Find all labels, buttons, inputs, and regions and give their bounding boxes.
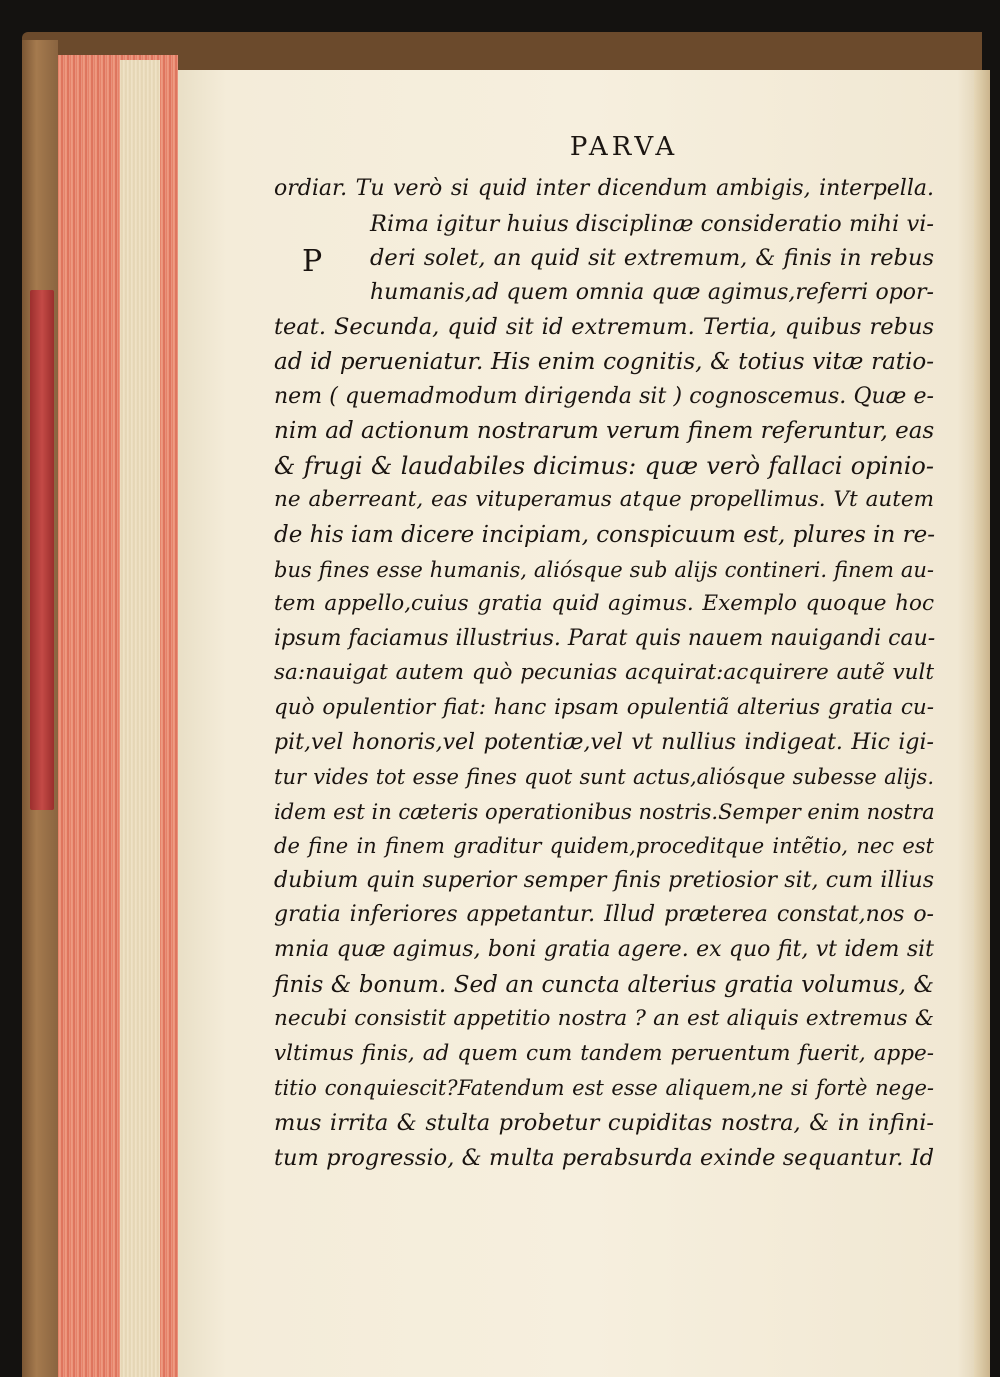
text-line: humanis,ad quem omnia quæ agimus,referri opor-: [370, 279, 934, 305]
text-line: ad id perueniatur. His enim cognitis, & totius vitæ ratio-: [274, 348, 934, 375]
text-line: deri solet, an quid sit extremum, & finis in rebus: [370, 245, 934, 272]
text-line: dubium quin superior semper finis pretiosior sit, cum illius: [274, 867, 934, 893]
text-line: necubi consistit appetitio nostra ? an est aliquis extremus &: [274, 1006, 934, 1032]
page-gutter-shadow: [974, 70, 990, 1377]
text-line: mnia quæ agimus, boni gratia agere. ex quo fit, vt idem sit: [274, 937, 934, 963]
text-line: bus fines esse humanis, aliósque sub alijs contineri. finem au-: [274, 557, 934, 582]
text-line: ipsum faciamus illustrius. Parat quis nauem nauigandi cau-: [274, 625, 936, 651]
book-page: [178, 70, 990, 1377]
text-line: ne aberreant, eas vituperamus atque propellimus. Vt autem: [274, 487, 934, 513]
text-line: vltimus finis, ad quem cum tandem peruentum fuerit, appe-: [274, 1040, 934, 1066]
text-line: pit,vel honoris,vel potentiæ,vel vt nullius indigeat. Hic igi-: [274, 729, 934, 755]
text-line: tum progressio, & multa perabsurda exinde sequantur. Id: [274, 1144, 934, 1171]
text-line: nem ( quemadmodum dirigenda sit ) cognoscemus. Quæ e-: [274, 383, 934, 409]
text-line: titio conquiescit?Fatendum est esse aliquem,ne si fortè nege-: [274, 1076, 934, 1101]
text-line: finis & bonum. Sed an cuncta alterius gratia volumus, &: [274, 971, 934, 998]
text-line: idem est in cæteris operationibus nostris.Semper enim nostra: [274, 799, 935, 824]
text-line: ordiar. Tu verò si quid inter dicendum ambigis, interpella.: [274, 176, 934, 201]
text-line: mus irrita & stulta probetur cupiditas nostra, & in infini-: [274, 1110, 934, 1137]
text-line: nim ad actionum nostrarum verum finem referuntur, eas: [274, 418, 935, 445]
text-line: de fine in finem graditur quidem,proceditque intẽtio, nec est: [274, 834, 934, 859]
spine-label: [30, 290, 54, 810]
page-edges-inner: [120, 60, 160, 1377]
text-line: quò opulentior fiat: hanc ipsam opulentiã alterius gratia cu-: [274, 694, 934, 720]
page-edges: [58, 55, 178, 1377]
text-line: teat. Secunda, quid sit id extremum. Tertia, quibus rebus: [274, 314, 934, 341]
page-text: [274, 172, 934, 1175]
drop-initial: P: [302, 244, 323, 279]
running-header: PARVA: [569, 132, 679, 162]
text-line: Rima igitur huius disciplinæ consideratio mihi vi-: [370, 210, 934, 237]
text-line: & frugi & laudabiles dicimus: quæ verò fallaci opinio-: [274, 451, 934, 480]
text-line: tur vides tot esse fines quot sunt actus,aliósque subesse alijs.: [274, 765, 934, 790]
text-line: tem appello,cuius gratia quid agimus. Exemplo quoque hoc: [274, 591, 934, 617]
text-line: de his iam dicere incipiam, conspicuum est, plures in re-: [274, 521, 936, 548]
text-line: gratia inferiores appetantur. Illud præterea constat,nos o-: [274, 902, 934, 928]
text-line: sa:nauigat autem quò pecunias acquirat:acquirere autẽ vult: [274, 660, 934, 686]
